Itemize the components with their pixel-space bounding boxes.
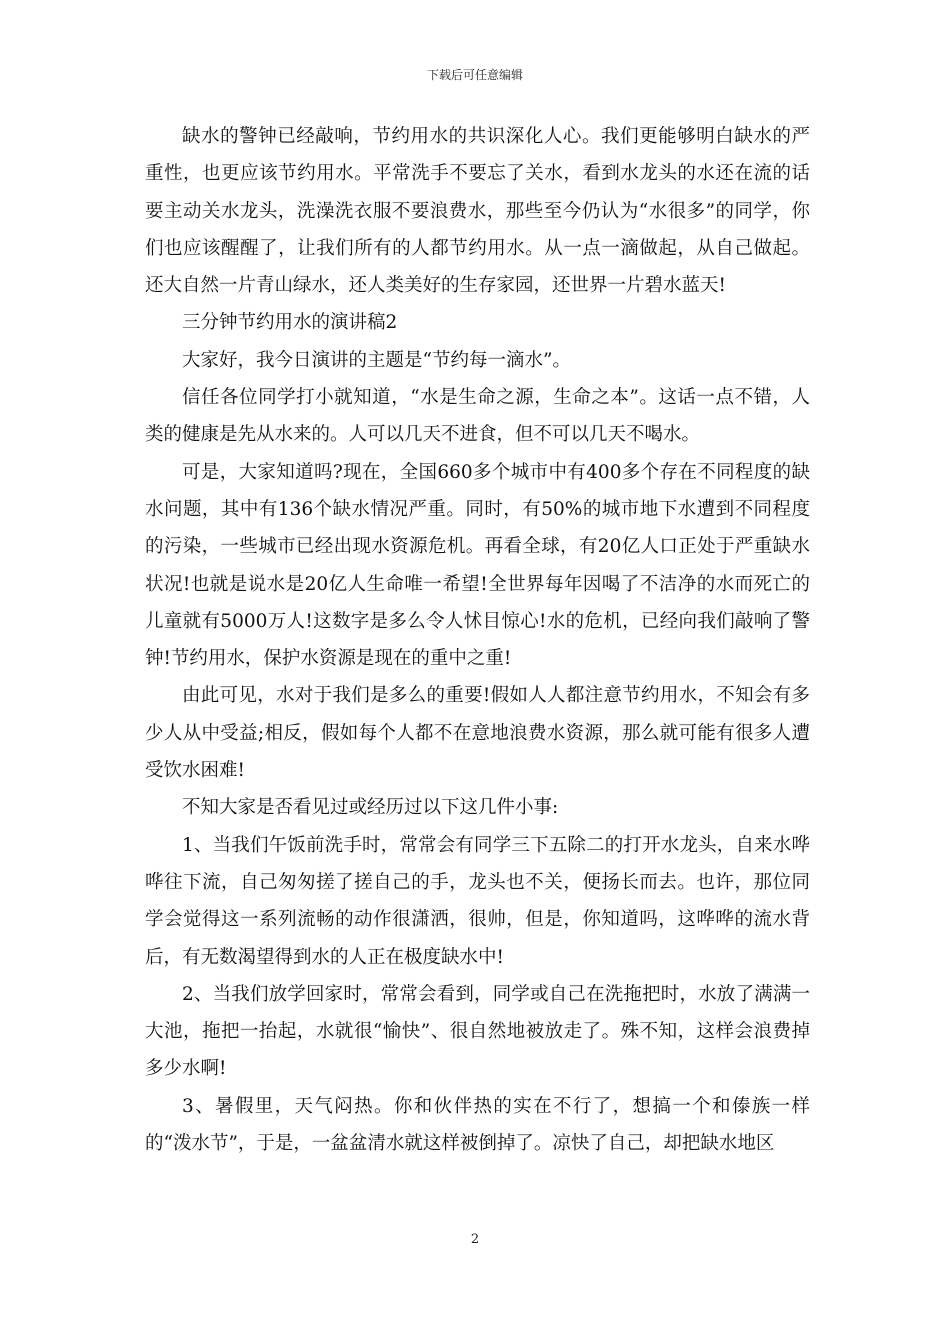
- paragraph: 可是，大家知道吗?现在，全国660多个城市中有400多个存在不同程度的缺水问题，其中有136个缺水情况严重。同时，有50%的城市地下水遭到不同程度的污染，一些城市已经出现水资源危机。再看全球，有20亿人口正处于严重缺水状况!也就是说水是20亿人生命唯一希望!全世界每年因喝了不洁净的水而死亡的儿童就有5000万人!这数字是多么令人怵目惊心!水的危机，已经向我们敲响了警钟!节约用水，保护水资源是现在的重中之重!: [145, 461, 810, 670]
- paragraph: 大家好，我今日演讲的主题是“节约每一滴水”。: [182, 349, 571, 371]
- page-header: 下载后可任意编辑: [426, 68, 523, 82]
- paragraph: 三分钟节约用水的演讲稿2: [182, 312, 398, 334]
- paragraph: 不知大家是否看见过或经历过以下这几件小事:: [182, 797, 559, 819]
- paragraph: 2、当我们放学回家时，常常会看到，同学或自己在洗拖把时，水放了满满一大池，拖把一抬起，水就很“愉快”、很自然地被放走了。殊不知，这样会浪费掉多少水啊!: [145, 983, 810, 1080]
- page-number: 2: [470, 1232, 480, 1247]
- paragraph: 1、当我们午饭前洗手时，常常会有同学三下五除二的打开水龙头，自来水哗哗往下流，自己匆匆搓了搓自己的手，龙头也不关，便扬长而去。也许，那位同学会觉得这一系列流畅的动作很潇洒，很帅，但是，你知道吗，这哗哗的流水背后，有无数渴望得到水的人正在极度缺水中!: [145, 834, 810, 968]
- paragraph: 缺水的警钟已经敲响，节约用水的共识深化人心。我们更能够明白缺水的严重性，也更应该节约用水。平常洗手不要忘了关水，看到水龙头的水还在流的话要主动关水龙头，洗澡洗衣服不要浪费水，那些至今仍认为“水很多”的同学，你们也应该醒醒了，让我们所有的人都节约用水。从一点一滴做起，从自己做起。还大自然一片青山绿水，还人类美好的生存家园，还世界一片碧水蓝天!: [145, 126, 810, 297]
- paragraph: 由此可见，水对于我们是多么的重要!假如人人都注意节约用水，不知会有多少人从中受益;相反，假如每个人都不在意地浪费水资源，那么就可能有很多人遭受饮水困难!: [145, 685, 810, 782]
- document-body: [145, 118, 810, 1162]
- paragraph: 3、暑假里，天气闷热。你和伙伴热的实在不行了，想搞一个和傣族一样的“泼水节”，于是，一盆盆清水就这样被倒掉了。凉快了自己，却把缺水地区: [145, 1095, 810, 1155]
- paragraph: 信任各位同学打小就知道，“水是生命之源，生命之本”。这话一点不错，人类的健康是先从水来的。人可以几天不进食，但不可以几天不喝水。: [145, 387, 810, 446]
